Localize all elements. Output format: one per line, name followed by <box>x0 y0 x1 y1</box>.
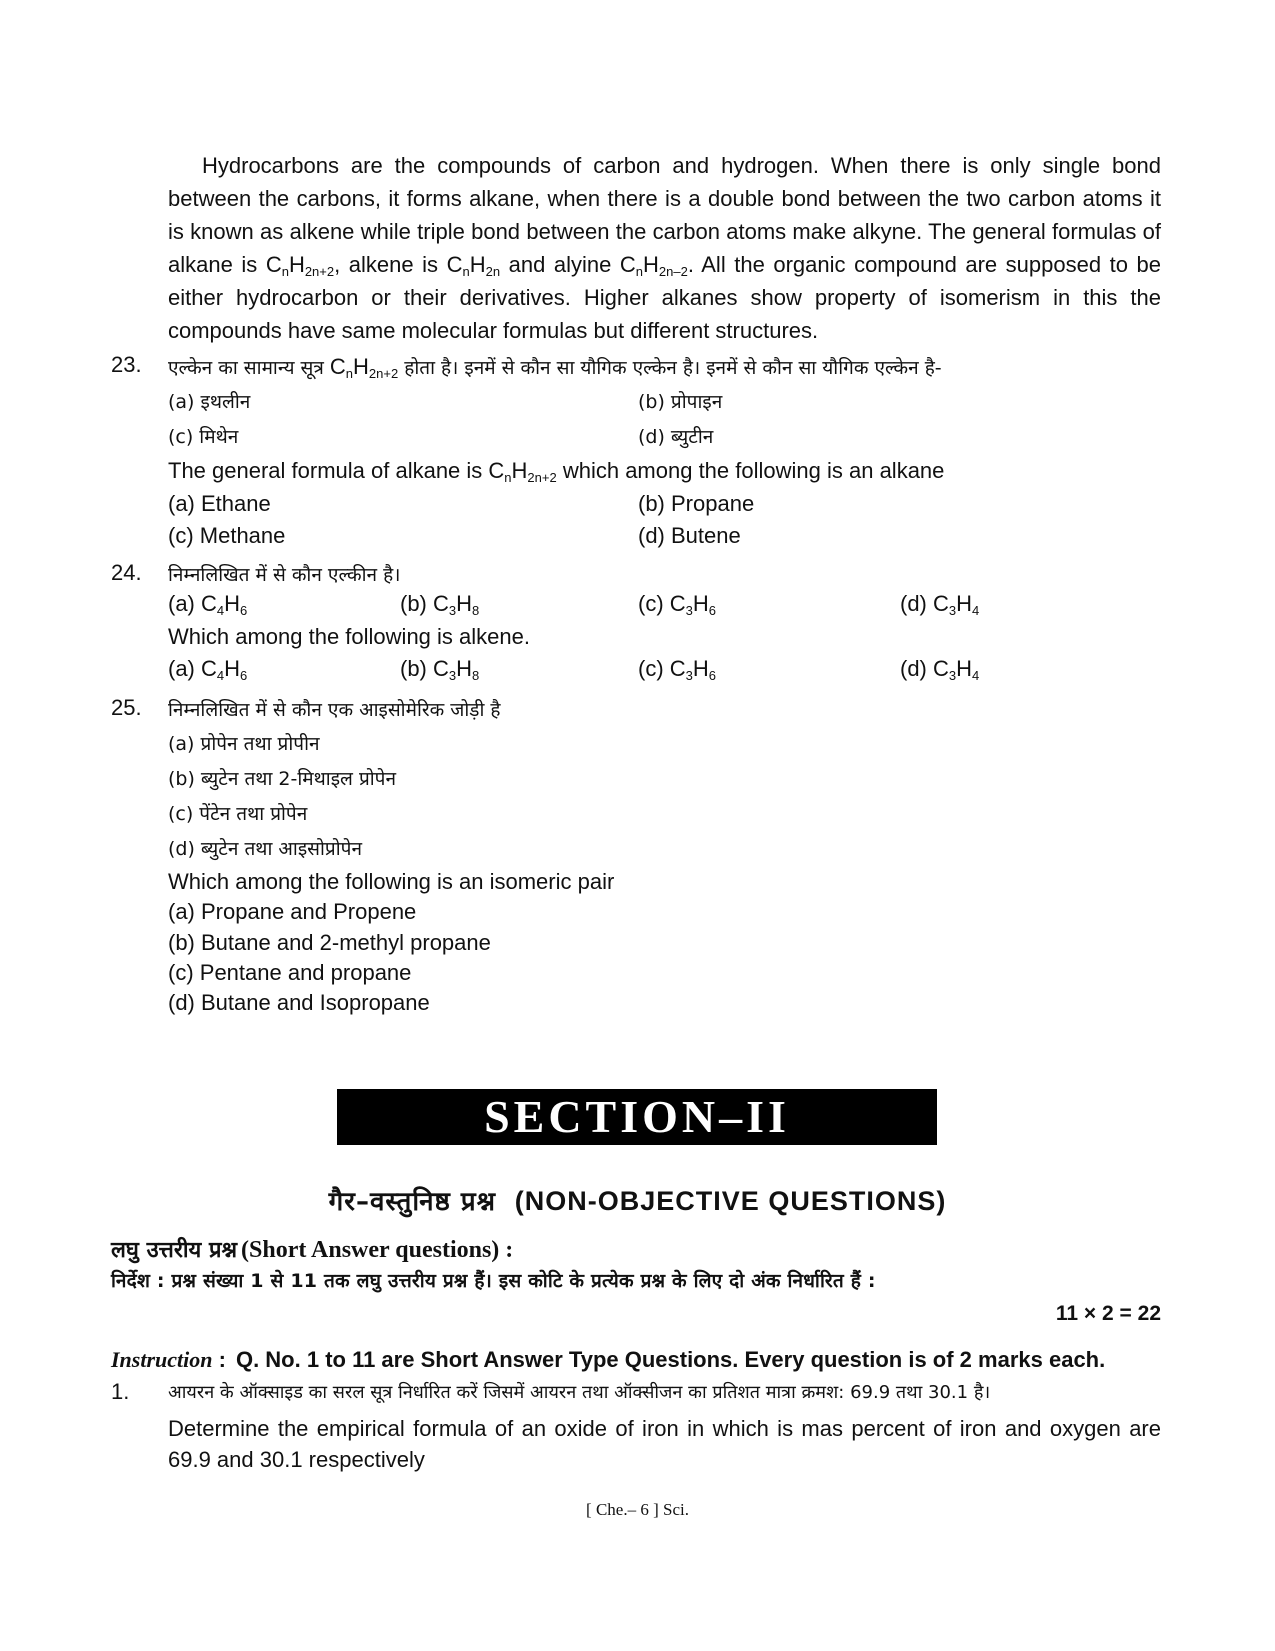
option-b: (b) $C_3H_8$ <box>400 656 480 683</box>
alkene-formula: $C_nH_{2n}$ <box>446 252 501 279</box>
option-d-english: (d) Butene <box>638 523 741 548</box>
option-b: (b) $C_3H_8$ <box>400 591 480 618</box>
marks-distribution: 11 × 2 = 22 <box>1055 1302 1161 1325</box>
question-text-english: Which among the following is an isomeric pair <box>168 869 615 894</box>
option-a-hindi: (a) इथलीन <box>168 391 251 413</box>
formula: $C_nH_{2n+2}$ <box>488 458 557 485</box>
alkane-formula: $C_nH_{2n+2}$ <box>265 252 335 279</box>
intro-passage: Hydrocarbons are the compounds of carbon and hydrogen. When there is only single bond between the carbons, it forms alkane, when there is a double bond between the two carbon atoms it is known as alkene while triple bond between the carbon atoms make alkyne. The general formulas of alkane is $C_nH_{2n+2}$, alkene is $C_nH_{2n}$ and alyine $C_nH_{2n-2}$. All the organic compound are supposed to be either hydrocarbon or their derivatives. Higher alkanes show property of isomerism in this the compounds have same molecular formulas but different structures. <box>168 153 1161 343</box>
option-c-hindi: (c) मिथेन <box>168 426 239 448</box>
instruction-hindi: निर्देश : प्रश्न संख्या 1 से 11 तक लघु उत्तरीय प्रश्न हैं। इस कोटि के प्रत्येक प्रश्न के लिए दो अंक निर्धारित हैं : <box>111 1270 876 1292</box>
option-b-english: (b) Propane <box>638 491 755 516</box>
option-a-english: (a) Ethane <box>168 491 271 516</box>
option-c: (c) $C_3H_6$ <box>638 656 717 683</box>
question-text-hindi: एल्केन का सामान्य सूत्र $C_nH_{2n+2}$ होता है। इनमें से कौन सा यौगिक एल्केन है। इनमें से कौन सा यौगिक एल्केन है- <box>168 354 942 381</box>
option-d: (d) $C_3H_4$ <box>900 656 980 683</box>
alkyne-formula: $C_nH_{2n-2}$ <box>619 252 688 279</box>
question-text-hindi: निम्नलिखित में से कौन एल्कीन है। <box>168 564 401 586</box>
question-number: 1. <box>111 1379 130 1404</box>
option-d-english: (d) Butane and Isopropane <box>168 990 430 1015</box>
instruction-english: Instruction : Q. No. 1 to 11 are Short Answer Type Questions. Every question is of 2 marks each. <box>111 1347 1106 1372</box>
option-c: (c) $C_3H_6$ <box>638 591 717 618</box>
option-b-english: (b) Butane and 2-methyl propane <box>168 930 491 955</box>
option-d-hindi: (d) ब्युटेन तथा आइसोप्रोपेन <box>168 838 362 860</box>
section-title-banner: SECTION–II <box>337 1089 937 1145</box>
question-text-hindi: आयरन के ऑक्साइड का सरल सूत्र निर्धारित करें जिसमें आयरन तथा ऑक्सीजन का प्रतिशत मात्रा क्रमश: 69.9 तथा 30.1 है। <box>168 1382 991 1403</box>
option-b-hindi: (b) ब्युटेन तथा 2-मिथाइल प्रोपेन <box>168 768 397 790</box>
question-text-english: Which among the following is alkene. <box>168 624 530 649</box>
question-text-hindi: निम्नलिखित में से कौन एक आइसोमेरिक जोड़ी है <box>168 699 501 721</box>
option-a: (a) $C_4H_6$ <box>168 591 248 618</box>
option-c-hindi: (c) पेंटेन तथा प्रोपेन <box>168 803 308 825</box>
question-text-english: Determine the empirical formula of an oxide of iron in which is mas percent of iron and oxygen are 69.9 and 30.1 respectively <box>168 1416 1161 1472</box>
option-b-hindi: (b) प्रोपाइन <box>638 391 723 413</box>
question-number: 23. <box>111 352 142 377</box>
option-c-english: (c) Pentane and propane <box>168 960 412 985</box>
option-d: (d) $C_3H_4$ <box>900 591 980 618</box>
question-text-english: The general formula of alkane is $C_nH_{2n+2}$ which among the following is an alkane <box>168 458 945 485</box>
question-number: 24. <box>111 560 142 585</box>
short-answer-heading: लघु उत्तरीय प्रश्न (Short Answer questions) : <box>111 1237 514 1263</box>
question-number: 25. <box>111 695 142 720</box>
option-a-english: (a) Propane and Propene <box>168 899 417 924</box>
page-footer: [ Che.– 6 ] Sci. <box>586 1500 689 1519</box>
option-d-hindi: (d) ब्युटीन <box>638 426 714 448</box>
option-c-english: (c) Methane <box>168 523 286 548</box>
option-a-hindi: (a) प्रोपेन तथा प्रोपीन <box>168 733 320 755</box>
formula: $C_nH_{2n+2}$ <box>329 354 399 381</box>
option-a: (a) $C_4H_6$ <box>168 656 248 683</box>
section-subtitle: गैर–वस्तुनिष्ठ प्रश्न (NON-OBJECTIVE QUESTIONS) <box>328 1186 947 1217</box>
